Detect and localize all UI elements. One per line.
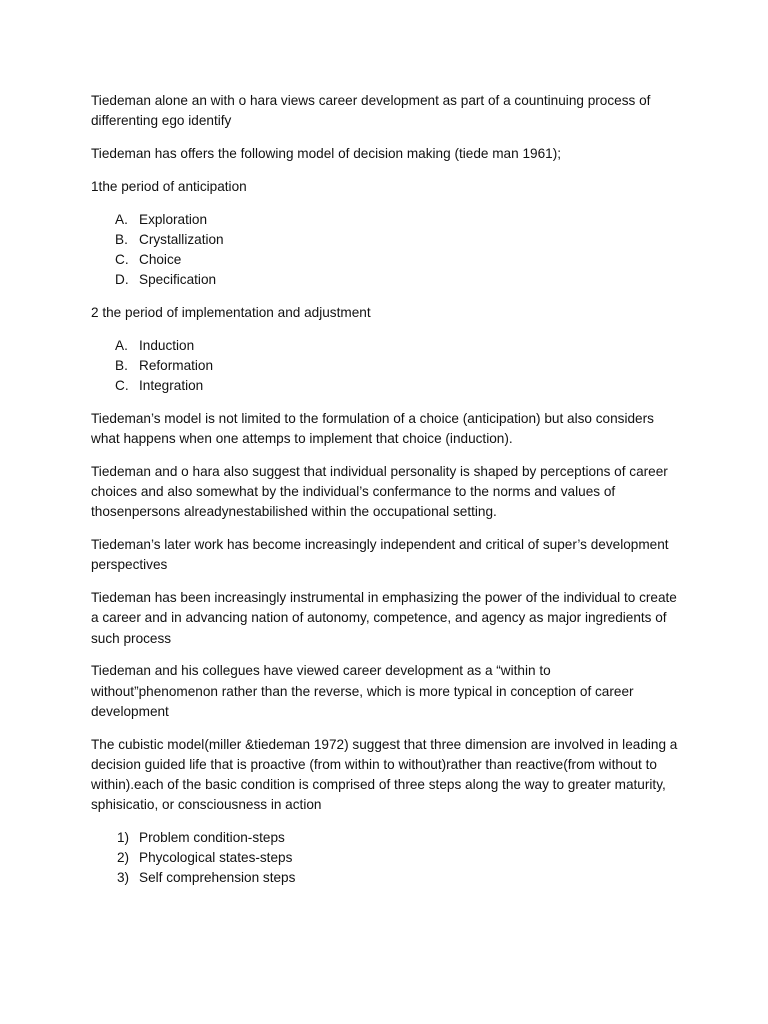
list-item	[91, 356, 681, 376]
list-item-text: Phycological states-steps	[139, 850, 293, 866]
list-item	[91, 230, 681, 250]
list-marker: D.	[115, 272, 129, 288]
list-item-text: Reformation	[139, 358, 214, 373]
paragraph-personality: Tiedeman and o hara also suggest that individual personality is shaped by perceptions of career choices and also somewhat by the individual’s confermance to the norms and values of thosenpersons alreadynestabilished within the occupational setting.	[91, 464, 668, 520]
list-item	[91, 250, 681, 270]
list-item-text: Induction	[139, 337, 195, 353]
document-body	[91, 91, 681, 901]
list-item-text: Problem condition-steps	[139, 830, 285, 846]
heading-period-implementation: 2 the period of implementation and adjustment	[91, 305, 371, 320]
list-marker: 1)	[117, 830, 130, 846]
list-marker: B.	[115, 358, 128, 373]
paragraph-model-scope: Tiedeman’s model is not limited to the formulation of a choice (anticipation) but also considers what happens when one attemps to implement that choice (induction).	[91, 411, 654, 447]
list-item	[91, 270, 681, 290]
list-marker: A.	[115, 211, 128, 227]
list-item-text: Crystallization	[139, 231, 224, 247]
list-marker: B.	[115, 231, 128, 247]
list-item	[91, 828, 681, 848]
paragraph-decision-model: Tiedeman has offers the following model of decision making (tiede man 1961);	[91, 146, 561, 161]
list-cubistic-steps	[91, 828, 681, 889]
list-marker: A.	[115, 337, 128, 353]
list-marker: 3)	[117, 870, 130, 886]
paragraph-intro: Tiedeman alone an with o hara views career development as part of a countinuing process of differenting ego identify	[91, 93, 651, 129]
list-item	[91, 848, 681, 868]
heading-period-anticipation: 1the period of anticipation	[91, 178, 247, 194]
list-item	[91, 210, 681, 230]
paragraph-later-work: Tiedeman’s later work has become increasingly independent and critical of super’s development perspectives	[91, 537, 669, 573]
list-item-text: Specification	[139, 272, 217, 288]
list-item-text: Exploration	[139, 211, 208, 227]
list-item-text: Integration	[139, 378, 204, 394]
list-implementation-stages	[91, 336, 681, 397]
list-marker: C.	[115, 378, 129, 394]
list-item	[91, 376, 681, 396]
list-item	[91, 868, 681, 888]
list-marker: 2)	[117, 850, 130, 866]
paragraph-cubistic-model: The cubistic model(miller &tiedeman 1972) suggest that three dimension are involved in leading a decision guided life that is proactive (from within to without)rather than reactive(from without to within).each of the basic condition is comprised of three steps along the way to greater maturity, sphisicatio, or consciousness in action	[91, 736, 678, 813]
paragraph-within-to-without: Tiedeman and his collegues have viewed career development as a “within to without”phenomenon rather than the reverse, which is more typical in conception of career development	[91, 663, 634, 719]
list-anticipation-stages	[91, 210, 681, 291]
list-item-text: Choice	[139, 252, 182, 267]
list-item-text: Self comprehension steps	[139, 870, 296, 886]
list-item	[91, 336, 681, 356]
list-marker: C.	[115, 252, 129, 267]
paragraph-instrumental: Tiedeman has been increasingly instrumental in emphasizing the power of the individual to create a career and in advancing nation of autonomy, competence, and agency as major ingredients of such process	[91, 590, 677, 646]
